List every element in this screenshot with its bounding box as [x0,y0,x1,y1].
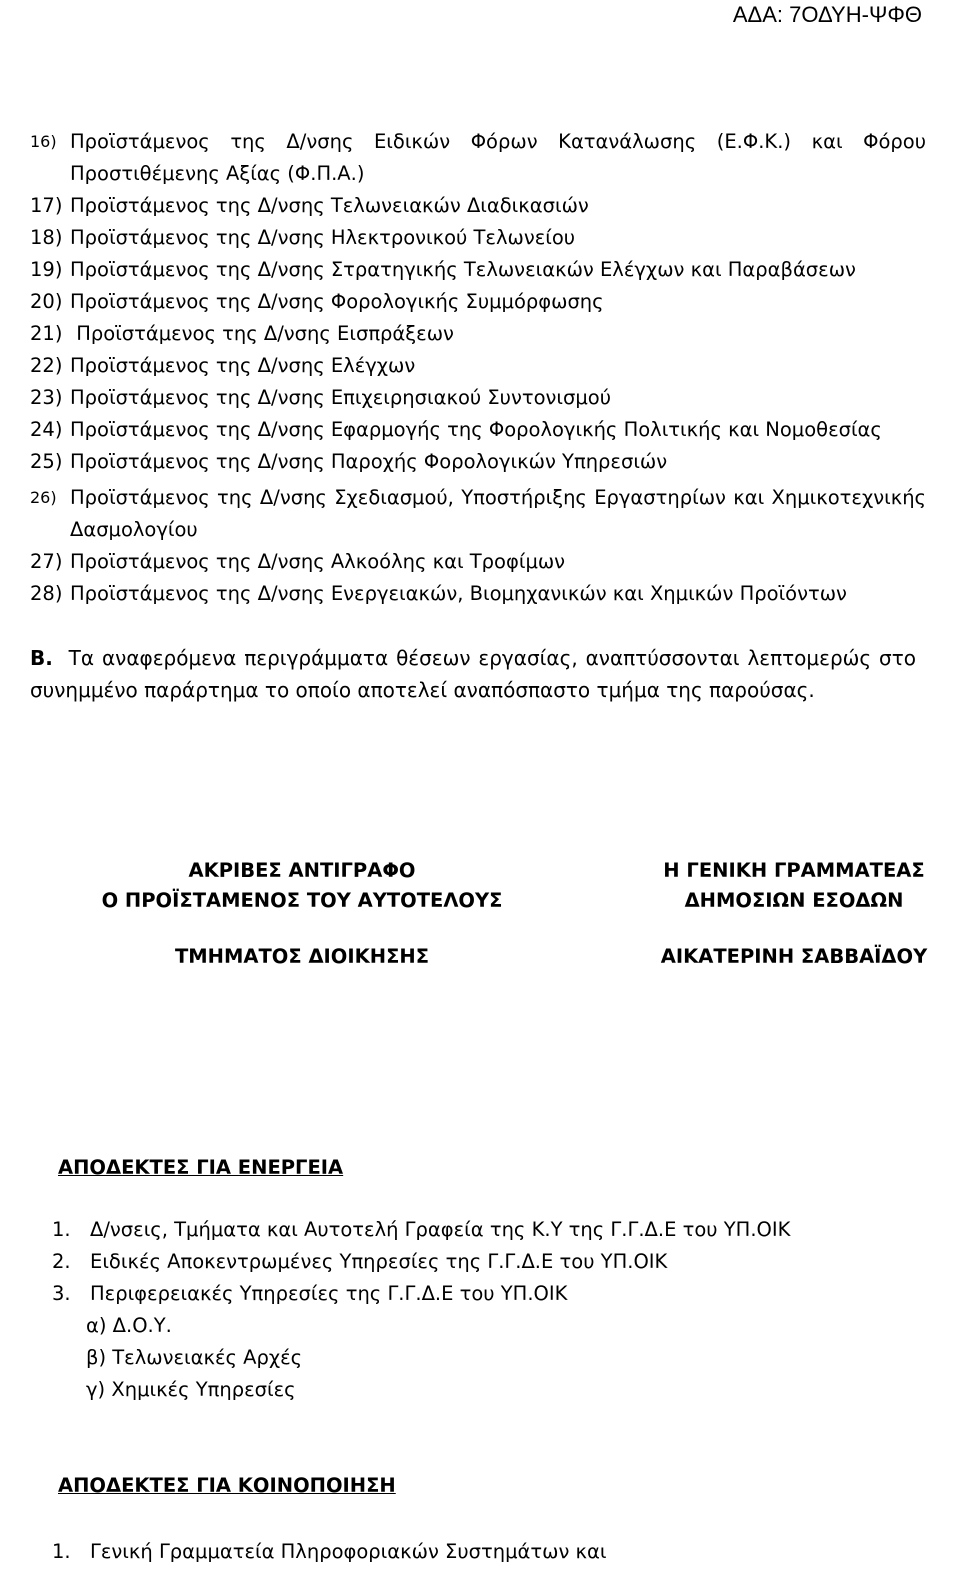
list-item-text: Προϊστάμενος της Δ/νσης Εφαρμογής της Φορολογικής Πολιτικής και Νομοθεσίας [70,418,882,441]
list-item-text: Προϊστάμενος της Δ/νσης Φορολογικής Συμμόρφωσης [70,290,604,313]
list-item-number: 1. [52,1218,71,1241]
list-item-text: Προϊστάμενος της Δ/νσης Τελωνειακών Διαδικασιών [70,194,589,217]
list-item [30,254,940,286]
list-item-text: Ειδικές Αποκεντρωμένες Υπηρεσίες της Γ.Γ.Δ.Ε του ΥΠ.ΟΙΚ [90,1250,668,1273]
list-item [30,546,940,578]
signature-left-line2: Ο ΠΡΟΪΣΤΑΜΕΝΟΣ ΤΟΥ ΑΥΤΟΤΕΛΟΥΣ [101,889,503,912]
list-item-number: 22) [30,354,63,377]
list-item-text: Δ/νσεις, Τμήματα και Αυτοτελή Γραφεία της Κ.Υ της Γ.Γ.Δ.Ε του ΥΠ.ΟΙΚ [90,1218,791,1241]
signature-left-line1: ΑΚΡΙΒΕΣ ΑΝΤΙΓΡΑΦΟ [188,859,416,882]
recipients-notify-heading: ΑΠΟΔΕΚΤΕΣ ΓΙΑ ΚΟΙΝΟΠΟΙΗΣΗ [58,1474,396,1497]
ada-code: ΑΔΑ: 7ΟΔΥΗ-ΨΦΘ [732,2,922,27]
list-item [30,578,940,610]
list-item [30,350,940,382]
list-item-number: 26) [30,488,57,507]
signature-right-line1: Η ΓΕΝΙΚΗ ΓΡΑΜΜΑΤΕΑΣ [663,859,925,882]
list-item-number: 2. [52,1250,71,1273]
list-item [30,190,940,222]
list-item-number: 20) [30,290,63,313]
paragraph-label: Β. [30,646,53,670]
list-item-number: 17) [30,194,63,217]
recipients-notify-list [52,1536,606,1568]
list-item-number: 28) [30,582,63,605]
signature-right-line3: ΑΙΚΑΤΕΡΙΝΗ ΣΑΒΒΑΪΔΟΥ [660,945,928,968]
list-item-text: Περιφερειακές Υπηρεσίες της Γ.Γ.Δ.Ε του ΥΠ.ΟΙΚ [90,1282,568,1305]
list-item [30,382,940,414]
signature-left [82,856,522,972]
list-item [30,446,940,478]
list-item-text-continued: Δασμολογίου [70,518,198,541]
signature-right [636,856,952,972]
list-item-text: Προϊστάμενος της Δ/νσης Εισπράξεων [70,322,454,345]
list-item-text: Προϊστάμενος της Δ/νσης Στρατηγικής Τελωνειακών Ελέγχων και Παραβάσεων [70,258,856,281]
signature-left-line3: ΤΜΗΜΑΤΟΣ ΔΙΟΙΚΗΣΗΣ [174,945,430,968]
list-item-text: Προϊστάμενος της Δ/νσης Ηλεκτρονικού Τελωνείου [70,226,576,249]
list-item-number: 19) [30,258,63,281]
list-item-text-continued: Προστιθέμενης Αξίας (Φ.Π.Α.) [70,162,365,185]
signature-right-line2: ΔΗΜΟΣΙΩΝ ΕΣΟΔΩΝ [684,889,904,912]
list-item [52,1278,790,1310]
list-item-number: 21) [30,322,63,345]
list-item-number: 25) [30,450,63,473]
list-item-text: Προϊστάμενος της Δ/νσης Ενεργειακών, Βιομηχανικών και Χημικών Προϊόντων [70,582,847,605]
list-item [30,286,940,318]
recipients-action-list [52,1214,790,1406]
list-item-number: 18) [30,226,63,249]
sub-list-item: β) Τελωνειακές Αρχές [86,1346,303,1369]
list-item-text: Προϊστάμενος της Δ/νσης Ελέγχων [70,354,416,377]
list-item [52,1214,790,1246]
list-item-text: Προϊστάμενος της Δ/νσης Σχεδιασμού, Υποστήριξης Εργαστηρίων και Χημικοτεχνικής [70,486,926,509]
list-item-text: Προϊστάμενος της Δ/νσης Παροχής Φορολογικών Υπηρεσιών [70,450,668,473]
list-item-text: Προϊστάμενος της Δ/νσης Ειδικών Φόρων Κατανάλωσης (Ε.Φ.Κ.) και Φόρου [70,130,926,153]
list-item-text: Προϊστάμενος της Δ/νσης Επιχειρησιακού Συντονισμού [70,386,611,409]
list-item [30,414,940,446]
list-item [30,318,940,350]
list-item [52,1536,606,1568]
list-item-number: 24) [30,418,63,441]
paragraph-b-line1 [30,642,916,674]
sub-list-item: γ) Χημικές Υπηρεσίες [86,1378,296,1401]
paragraph-b-line2: συνημμένο παράρτημα το οποίο αποτελεί αναπόσπαστο τμήμα της παρούσας. [30,678,815,702]
list-item [52,1246,790,1278]
list-item-number: 23) [30,386,63,409]
paragraph-text: Τα αναφερόμενα περιγράμματα θέσεων εργασίας, αναπτύσσονται λεπτομερώς στο [68,646,916,670]
list-item-number: 3. [52,1282,71,1305]
list-item-text: Προϊστάμενος της Δ/νσης Αλκοόλης και Τροφίμων [70,550,566,573]
list-item-text: Γενική Γραμματεία Πληροφοριακών Συστημάτων και [90,1540,607,1563]
list-item-number: 16) [30,132,57,151]
list-item-number: 27) [30,550,63,573]
recipients-action-heading: ΑΠΟΔΕΚΤΕΣ ΓΙΑ ΕΝΕΡΓΕΙΑ [58,1156,344,1179]
list-item-number: 1. [52,1540,71,1563]
list-item [30,222,940,254]
sub-list-item: α) Δ.Ο.Υ. [86,1314,172,1337]
